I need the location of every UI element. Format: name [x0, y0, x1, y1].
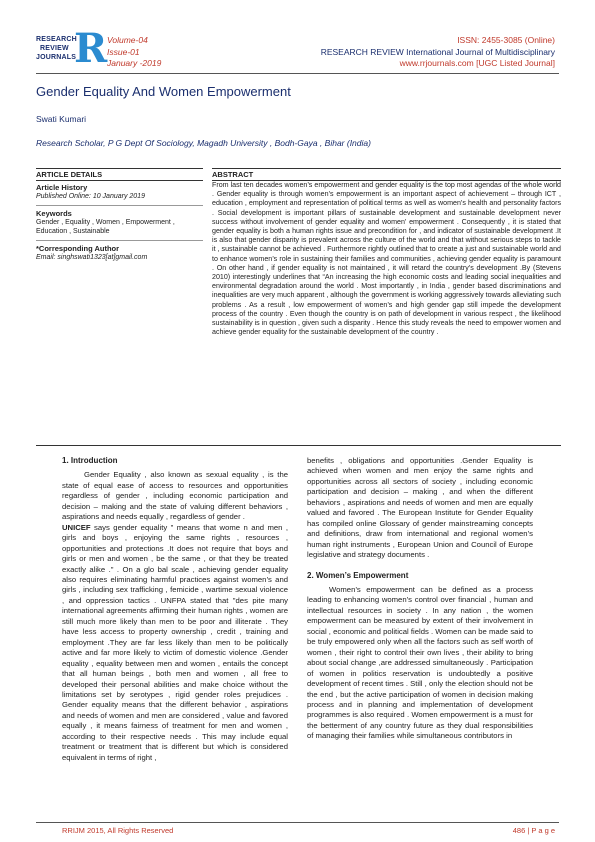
corresponding-email[interactable]: Email: singhswati1323[at]gmail.com	[36, 254, 148, 261]
issn: ISSN: 2455-3085 (Online)	[457, 35, 555, 45]
journal-website[interactable]: www.rrjournals.com [UGC Listed Journal]	[399, 58, 555, 68]
section-heading: 1. Introduction	[62, 456, 118, 465]
author-affiliation: Research Scholar, P G Dept Of Sociology, Magadh University , Bodh-Gaya , Bihar (India)	[36, 138, 371, 148]
unicef-keyword: UNICEF	[62, 522, 91, 532]
details-divider	[36, 205, 203, 206]
footer-divider	[36, 822, 559, 823]
body-column-left	[62, 456, 288, 763]
abstract-divider	[36, 445, 561, 446]
article-history-label: Article History	[36, 183, 88, 192]
journal-logo	[36, 25, 108, 72]
corresponding-author-label: *Corresponding Author	[36, 244, 120, 253]
abstract-heading: ABSTRACT	[212, 168, 561, 181]
header-divider	[36, 73, 559, 74]
page-number: 486 | P a g e	[512, 826, 555, 835]
journal-info	[321, 35, 555, 70]
copyright: RRIJM 2015, All Rights Reserved	[62, 826, 174, 835]
paragraph: Gender Equality , also known as sexual equality , is the state of equal ease of access to resources and opportunities regardless of gender , including economic participation and decision – making and the state of valuing different behaviors , aspirations and needs equally , regardless of gender . UNICEF says gender equality " means that wome n and men , girls and boys , enjoying the same rights , resources , opportunities and protections .It does not require that boys and girls or men and women , be the same , or that they be treated exactly alike ." . On a glo bal scale , achieving gender equality also requires eliminating harmful practices against women’s and girls , including sex trafficking , femicide , wartime sexual violence , and oppression tactics . UNFPA stated that "des pite many international agreements affirming their human rights , women are still much more likely than men to be poor and illiterate . They have less access to property ownership , credit , training and employment .They are far less likely than men to be politically active and far more likely to victim of domestic violence .Gender equality , equality between men and women , entails the concept that all human beings , both men and women , all free to developed their personal abilities and make choice without the limitations set by serotypes , rigid gender roles prejudices . Gender equality means that the different behavior , aspirations and needs of women and men are considered , value and favored equally , it means fairness of treatment for men and women , according to their respective needs . This may include equal treatment or treatment that is different but which is considered equivalent in terms of right ,	[62, 470, 288, 762]
volume: Volume-04	[107, 35, 148, 45]
paragraph: benefits , obligations and opportunities .Gender Equality is achieved when women and men enjoy the same rights and opportunities across all sectors of society , including economic participation and decision – making , and when the different behaviors , aspirations and needs of women and men are equally valued and favored . The European Institute for Gender Equality has compiled online Glossary of gender mainstreaming concepts and definitions, draw from international and regional women’s human right instruments , European Union and Council of Europe legislative and strategy documents .	[307, 456, 533, 560]
keywords: Gender , Equality , Women , Empowerment , Education , Sustainable	[36, 219, 175, 235]
journal-name: RESEARCH REVIEW International Journal of Multidisciplinary	[320, 46, 555, 57]
logo-mark: R	[74, 25, 108, 72]
article-details-heading: ARTICLE DETAILS	[36, 168, 203, 181]
keywords-label: Keywords	[36, 209, 72, 218]
author-name: Swati Kumari	[36, 114, 87, 124]
published-date: Published Online: 10 January 2019	[36, 193, 145, 200]
body-column-right	[307, 456, 533, 742]
issue-info	[107, 35, 161, 70]
abstract-text: From last ten decades women’s empowerment and gender equality is the top most agendas of the whole world . Gender equality is through women’s empowerment is an important aspect of achievement – through ICT , education , employment and representation of political terms as well as women’s health and personality factors . Social development is important pillars of sustainable development and sustainable development never success without involvement of gender equality and women’ empowerment . Consequently , it is stated that gender equality is both a human rights issue and precondition for , and indicator of sustainable development .It is also that gender disparity is prevalent across the culture of the world and that without serious steps to tackle it , sustainable cannot be achieved . Furthermore rightly outlined that to create a just and sustainable world and to enhance women’s role in sustaining their families and communities , achieving gender equality is paramount . On other hand , if gender equality is not maintained , it will retard the country’s development .By (Stevens 2010) interestingly underlines that “An increasing the high economic costs and leading social inequalities and environmental degradation around the world . Most importantly , in India , gender based discriminations and inequalities are very much apparent , although the government is working aggressively towards alleviating such problems . As a result , low empowerment of women’s and high gender gap still impede the development process of the country . Even though the country is on path of development in various respect , the likelihood sustainability is in question , given such a disparity . Hence this study reveals the need to empower women and achieve gender equality for the sustainable development of the country .	[212, 181, 561, 337]
issue: Issue-01	[107, 46, 140, 57]
logo-wordmark: RESEARCH REVIEW JOURNALS	[36, 36, 77, 61]
issue-date: January -2019	[107, 58, 162, 68]
section-heading: 2. Women’s Empowerment	[307, 570, 409, 580]
paper-title: Gender Equality And Women Empowerment	[36, 84, 291, 99]
paragraph: Women’s empowerment can be defined as a process leading to enhancing women’s control over financial , human and intellectual resources in society . In any nation , the women empowerment can be measured by extent of their involvement in social , economic and political fields . Women can be made said to be truly empowered only when all the factors such as self worth of women , their right to control their own lives , their ability to bring about social change ,are addressed simultaneously . Participation of women in politics reservation is undoubtedly a positive development of recent times . Still , only the election should not be the end , but the active participation of women in decision making process and in planning and implementation of development programmes is also required . Women empowerment is a must for the betterment of any country future as they dual responsibilities of managing their families while simultaneous contributors in	[307, 584, 533, 741]
details-divider	[36, 240, 203, 241]
article-details	[36, 183, 203, 262]
